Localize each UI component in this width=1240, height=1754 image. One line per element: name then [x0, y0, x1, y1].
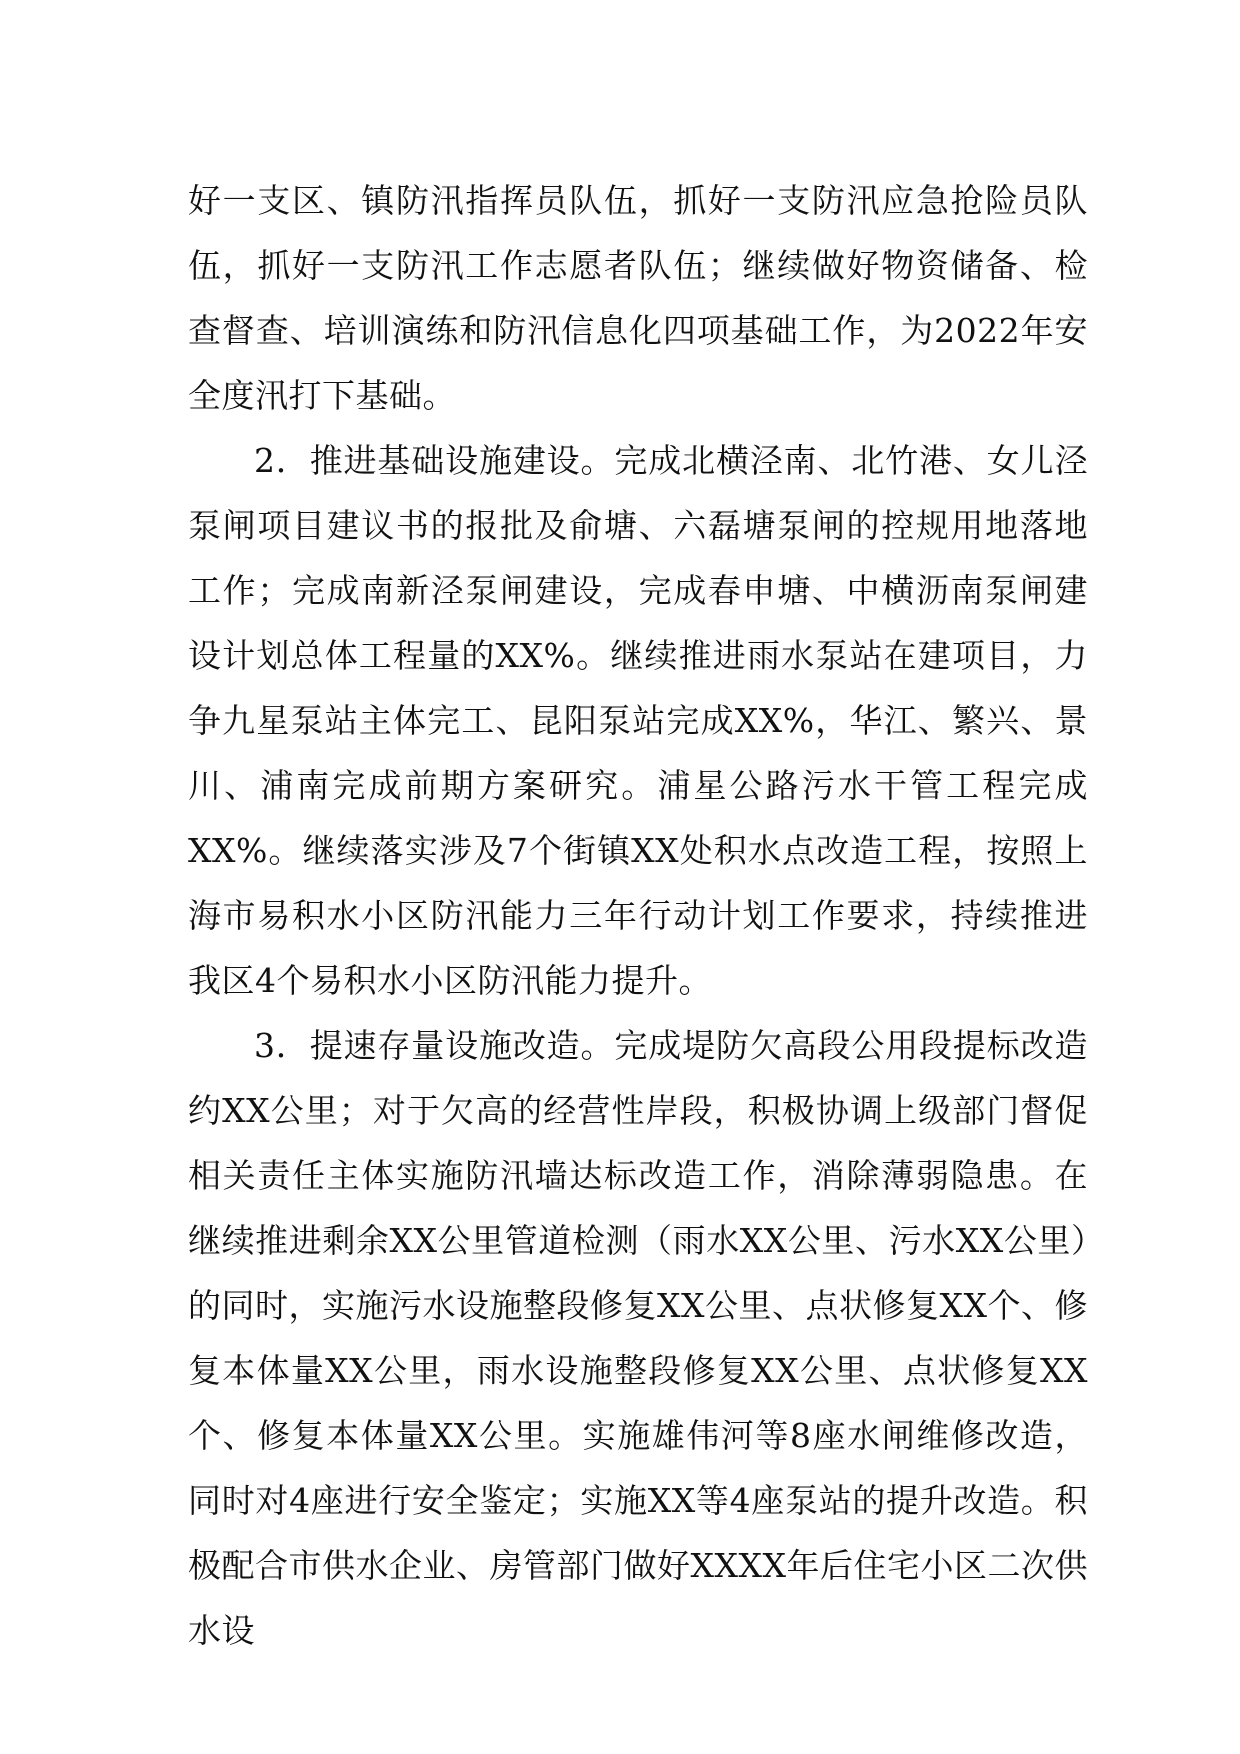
paragraph-1: 好一支区、镇防汛指挥员队伍，抓好一支防汛应急抢险员队伍，抓好一支防汛工作志愿者队伍；继续做好物资储备、检查督查、培训演练和防汛信息化四项基础工作，为2022年安全度汛打下基础。	[188, 181, 1088, 415]
paragraph-2: 2．推进基础设施建设。完成北横泾南、北竹港、女儿泾泵闸项目建议书的报批及俞塘、六磊塘泵闸的控规用地落地工作；完成南新泾泵闸建设，完成春申塘、中横沥南泵闸建设计划总体工程量的XX%。继续推进雨水泵站在建项目，力争九星泵站主体完工、昆阳泵站完成XX%，华江、繁兴、景川、浦南完成前期方案研究。浦星公路污水干管工程完成XX%。继续落实涉及7个街镇XX处积水点改造工程，按照上海市易积水小区防汛能力三年行动计划工作要求，持续推进我区4个易积水小区防汛能力提升。	[188, 441, 1088, 1000]
paragraph-3: 3．提速存量设施改造。完成堤防欠高段公用段提标改造约XX公里；对于欠高的经营性岸段，积极协调上级部门督促相关责任主体实施防汛墙达标改造工作，消除薄弱隐患。在继续推进剩余XX公里管道检测（雨水XX公里、污水XX公里）的同时，实施污水设施整段修复XX公里、点状修复XX个、修复本体量XX公里，雨水设施整段修复XX公里、点状修复XX个、修复本体量XX公里。实施雄伟河等8座水闸维修改造，同时对4座进行安全鉴定；实施XX等4座泵站的提升改造。积极配合市供水企业、房管部门做好XXXX年后住宅小区二次供水设	[188, 1026, 1088, 1650]
document-body	[188, 168, 1088, 1663]
